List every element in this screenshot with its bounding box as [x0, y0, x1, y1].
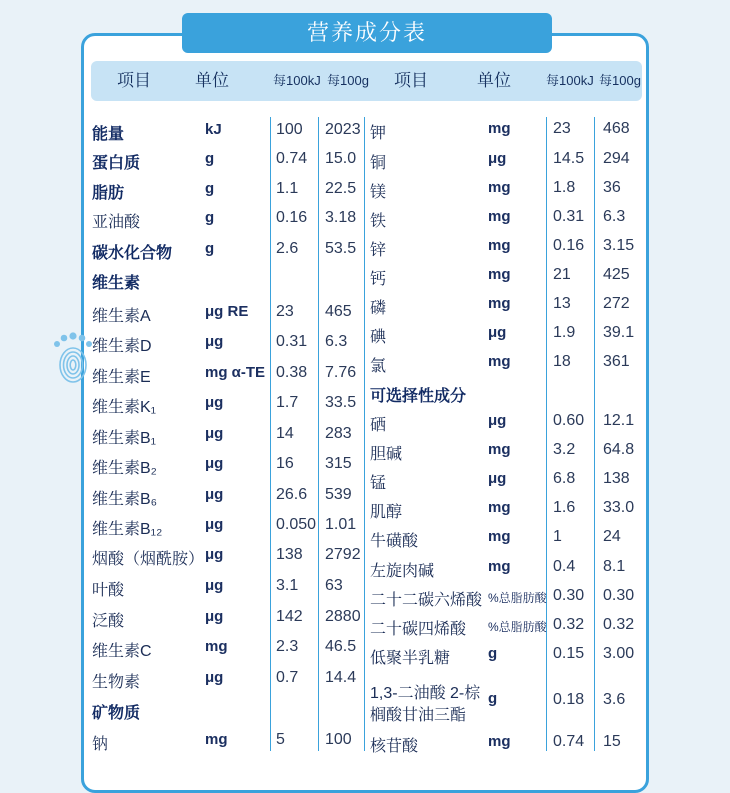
value-per100kj: 23: [276, 303, 294, 320]
value-per100g: 138: [603, 470, 630, 487]
nutrient-name: 维生素E: [92, 369, 151, 386]
value-per100kj: 5: [276, 731, 285, 748]
nutrient-name: 维生素B₆: [92, 491, 158, 508]
nutrient-name: 维生素C: [92, 643, 152, 660]
nutrient-unit: mg: [488, 179, 511, 196]
value-per100g: 64.8: [603, 441, 635, 458]
value-per100g: 3.00: [603, 645, 635, 662]
value-per100kj: 142: [276, 608, 303, 625]
nutrient-name: 能量: [92, 126, 125, 143]
value-per100kj: 0.74: [276, 150, 308, 167]
value-per100kj: 0.16: [276, 209, 308, 226]
nutrient-unit: mg: [205, 731, 228, 748]
column-divider: [318, 117, 319, 751]
value-per100g: 1.01: [325, 516, 357, 533]
value-per100kj: 23: [553, 120, 571, 137]
value-per100g: 15: [603, 733, 621, 750]
nutrient-name: 磷: [370, 300, 387, 317]
nutrient-unit: μg: [205, 333, 224, 350]
nutrient-name-line2: 榈酸甘油三酯: [370, 707, 467, 724]
value-per100g: 2880: [325, 608, 361, 625]
header-per100kj-right: 每100kJ: [546, 73, 594, 88]
nutrient-unit: kJ: [205, 121, 222, 138]
nutrient-unit: mg: [488, 295, 511, 312]
nutrient-name: 矿物质: [92, 705, 141, 722]
nutrient-name: 亚油酸: [92, 214, 141, 231]
nutrient-unit: μg: [205, 546, 224, 563]
nutrient-name: 脂肪: [92, 185, 125, 202]
nutrient-name: 泛酸: [92, 613, 125, 630]
nutrient-unit: %总脂肪酸: [488, 591, 547, 605]
nutrient-name: 烟酸（烟酰胺）: [92, 551, 205, 568]
value-per100kj: 0.31: [276, 333, 308, 350]
table-header: [91, 61, 642, 101]
value-per100g: 12.1: [603, 412, 635, 429]
value-per100g: 283: [325, 425, 352, 442]
nutrient-name: 锌: [370, 242, 387, 259]
nutrient-unit: μg: [488, 150, 507, 167]
value-per100g: 272: [603, 295, 630, 312]
value-per100g: 361: [603, 353, 630, 370]
nutrient-unit: g: [205, 209, 215, 226]
nutrient-unit: g: [205, 150, 215, 167]
value-per100g: 24: [603, 528, 621, 545]
value-per100g: 3.18: [325, 209, 357, 226]
nutrient-unit: μg: [205, 669, 224, 686]
nutrient-unit: g: [205, 240, 215, 257]
value-per100g: 465: [325, 303, 352, 320]
value-per100kj: 18: [553, 353, 571, 370]
nutrient-unit: μg: [205, 577, 224, 594]
nutrient-name: 1,3-二油酸 2-棕: [370, 685, 481, 702]
value-per100kj: 1.7: [276, 394, 299, 411]
value-per100g: 425: [603, 266, 630, 283]
column-divider: [546, 117, 547, 751]
value-per100kj: 1.9: [553, 324, 576, 341]
table-title: 营养成分表: [182, 13, 552, 53]
nutrient-name: 左旋肉碱: [370, 563, 435, 580]
column-divider: [594, 117, 595, 751]
value-per100kj: 1: [553, 528, 562, 545]
value-per100kj: 0.30: [553, 587, 585, 604]
value-per100g: 2792: [325, 546, 361, 563]
nutrient-name: 叶酸: [92, 582, 125, 599]
nutrient-name: 低聚半乳糖: [370, 650, 451, 667]
value-per100g: 100: [325, 731, 352, 748]
value-per100g: 14.4: [325, 669, 357, 686]
nutrient-unit: μg: [488, 324, 507, 341]
value-per100kj: 0.15: [553, 645, 585, 662]
nutrient-name: 维生素B₁: [92, 430, 157, 447]
value-per100g: 33.0: [603, 499, 635, 516]
nutrient-unit: μg: [205, 608, 224, 625]
header-item-right: 项目: [394, 71, 428, 90]
value-per100kj: 0.16: [553, 237, 585, 254]
value-per100g: 7.76: [325, 364, 357, 381]
value-per100g: 2023: [325, 121, 361, 138]
nutrient-unit: μg: [488, 412, 507, 429]
value-per100g: 539: [325, 486, 352, 503]
value-per100kj: 21: [553, 266, 571, 283]
header-per100g-left: 每100g: [327, 73, 369, 88]
nutrient-name: 铜: [370, 155, 387, 172]
nutrient-name: 维生素D: [92, 338, 152, 355]
value-per100kj: 6.8: [553, 470, 576, 487]
nutrient-unit: mg: [488, 353, 511, 370]
nutrient-unit: mg: [488, 237, 511, 254]
value-per100g: 46.5: [325, 638, 357, 655]
nutrient-name: 生物素: [92, 674, 141, 691]
nutrient-unit: μg: [205, 516, 224, 533]
value-per100g: 0.30: [603, 587, 635, 604]
nutrient-unit: μg: [205, 425, 224, 442]
value-per100kj: 0.18: [553, 691, 585, 708]
header-unit-right: 单位: [477, 71, 511, 90]
value-per100kj: 14.5: [553, 150, 585, 167]
nutrient-name: 氯: [370, 358, 387, 375]
nutrient-unit: mg α-TE: [205, 364, 266, 381]
value-per100kj: 0.4: [553, 558, 576, 575]
nutrient-name: 硒: [370, 417, 387, 434]
value-per100kj: 3.1: [276, 577, 299, 594]
value-per100g: 22.5: [325, 180, 357, 197]
value-per100kj: 2.6: [276, 240, 299, 257]
nutrient-unit: g: [488, 645, 498, 662]
footprint-icon: [52, 332, 94, 388]
header-per100g-right: 每100g: [599, 73, 641, 88]
value-per100g: 0.32: [603, 616, 635, 633]
nutrient-unit: μg: [205, 394, 224, 411]
value-per100kj: 1.6: [553, 499, 576, 516]
nutrient-name: 二十二碳六烯酸: [370, 592, 483, 609]
value-per100g: 6.3: [325, 333, 348, 350]
value-per100kj: 26.6: [276, 486, 308, 503]
value-per100g: 33.5: [325, 394, 357, 411]
value-per100g: 315: [325, 455, 352, 472]
value-per100kj: 14: [276, 425, 294, 442]
nutrient-unit: %总脂肪酸: [488, 620, 547, 634]
nutrient-unit: μg RE: [205, 303, 249, 320]
value-per100kj: 0.38: [276, 364, 308, 381]
value-per100kj: 16: [276, 455, 294, 472]
value-per100kj: 100: [276, 121, 303, 138]
nutrient-unit: mg: [488, 441, 511, 458]
nutrient-name: 铁: [370, 213, 387, 230]
value-per100kj: 0.32: [553, 616, 585, 633]
header-item-left: 项目: [117, 71, 151, 90]
nutrient-unit: μg: [205, 455, 224, 472]
value-per100g: 294: [603, 150, 630, 167]
nutrient-unit: g: [205, 180, 215, 197]
nutrient-unit: mg: [488, 528, 511, 545]
nutrient-unit: mg: [205, 638, 228, 655]
nutrient-name: 可选择性成分: [370, 388, 467, 405]
value-per100kj: 3.2: [553, 441, 576, 458]
nutrient-name: 镁: [370, 184, 387, 201]
nutrient-name: 维生素B₁₂: [92, 521, 163, 538]
value-per100g: 36: [603, 179, 621, 196]
value-per100kj: 138: [276, 546, 303, 563]
header-unit-left: 单位: [195, 71, 229, 90]
column-divider: [364, 117, 365, 751]
nutrient-name: 钙: [370, 271, 387, 288]
nutrient-name: 钠: [92, 736, 109, 753]
nutrient-name: 碘: [370, 329, 387, 346]
nutrient-unit: g: [488, 690, 498, 707]
value-per100kj: 0.050: [276, 516, 317, 533]
value-per100kj: 0.31: [553, 208, 585, 225]
nutrient-name: 碳水化合物: [92, 245, 173, 262]
value-per100g: 53.5: [325, 240, 357, 257]
nutrient-name: 胆碱: [370, 446, 403, 463]
value-per100kj: 0.60: [553, 412, 585, 429]
value-per100g: 39.1: [603, 324, 635, 341]
value-per100g: 6.3: [603, 208, 626, 225]
nutrient-unit: μg: [205, 486, 224, 503]
value-per100kj: 0.7: [276, 669, 299, 686]
value-per100kj: 2.3: [276, 638, 299, 655]
value-per100g: 3.15: [603, 237, 635, 254]
value-per100kj: 13: [553, 295, 571, 312]
nutrient-unit: mg: [488, 208, 511, 225]
nutrient-name: 维生素: [92, 275, 141, 292]
nutrient-unit: μg: [488, 470, 507, 487]
value-per100g: 63: [325, 577, 343, 594]
nutrient-name: 维生素A: [92, 308, 151, 325]
nutrient-name: 牛磺酸: [370, 533, 419, 550]
value-per100g: 8.1: [603, 558, 626, 575]
nutrient-name: 维生素B₂: [92, 460, 157, 477]
nutrient-name: 二十碳四烯酸: [370, 621, 467, 638]
nutrient-unit: mg: [488, 120, 511, 137]
value-per100g: 3.6: [603, 691, 626, 708]
nutrient-name: 肌醇: [370, 504, 403, 521]
value-per100kj: 0.74: [553, 733, 585, 750]
value-per100kj: 1.1: [276, 180, 299, 197]
nutrient-name: 锰: [370, 475, 387, 492]
nutrient-unit: mg: [488, 733, 511, 750]
value-per100kj: 1.8: [553, 179, 576, 196]
nutrient-name: 核苷酸: [370, 738, 419, 755]
value-per100g: 15.0: [325, 150, 357, 167]
nutrient-name: 蛋白质: [92, 155, 141, 172]
nutrient-name: 维生素K₁: [92, 399, 157, 416]
value-per100g: 468: [603, 120, 630, 137]
nutrient-unit: mg: [488, 558, 511, 575]
nutrient-name: 钾: [370, 125, 387, 142]
nutrient-unit: mg: [488, 266, 511, 283]
header-per100kj-left: 每100kJ: [273, 73, 321, 88]
column-divider: [270, 117, 271, 751]
nutrient-unit: mg: [488, 499, 511, 516]
